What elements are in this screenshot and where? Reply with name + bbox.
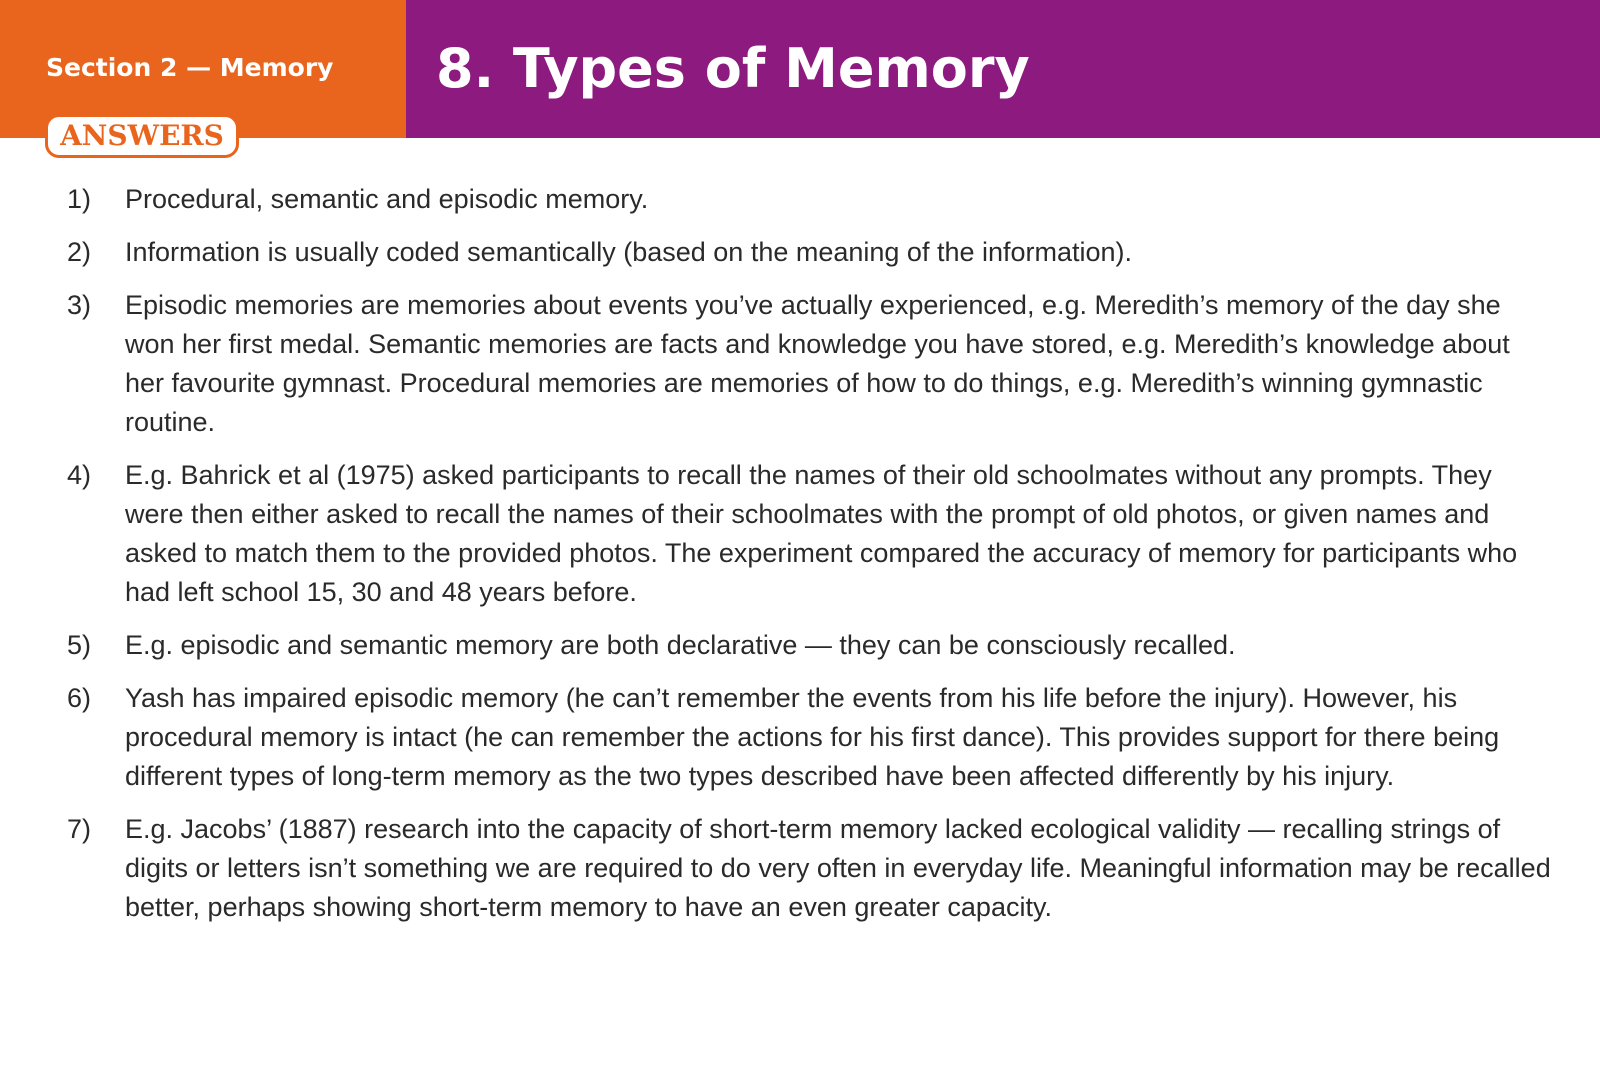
- answer-item: [0, 679, 1600, 796]
- answer-item: [0, 233, 1600, 272]
- title-banner: [406, 0, 1600, 138]
- answer-text: Episodic memories are memories about events you’ve actually experienced, e.g. Meredith’s memory of the day she won her first medal. Semantic memories are facts and knowledge you have stored, e.g. Meredith’s knowledge about her favourite gymnast. Procedural memories are memories of how to do things, e.g. Meredith’s winning gymnastic routine.: [125, 290, 1510, 437]
- answer-number: 6): [67, 683, 92, 713]
- answer-item: [0, 180, 1600, 219]
- answer-text: Yash has impaired episodic memory (he can’t remember the events from his life before the injury). However, his procedural memory is intact (he can remember the actions for his first dance). This provides support for there being different types of long-term memory as the two types described have been affected differently by his injury.: [125, 683, 1500, 791]
- answer-item: [0, 626, 1600, 665]
- answer-number: 1): [67, 184, 92, 214]
- answer-item: [0, 456, 1600, 612]
- answer-text: E.g. episodic and semantic memory are both declarative — they can be consciously recalled.: [125, 630, 1236, 660]
- answer-text: E.g. Jacobs’ (1887) research into the capacity of short-term memory lacked ecological validity — recalling strings of digits or letters isn’t something we are required to do very often in everyday life. Meaningful information may be recalled better, perhaps showing short-term memory to have an even greater capacity.: [125, 814, 1551, 922]
- answer-item: [0, 286, 1600, 442]
- answers-list: [0, 180, 1600, 941]
- answer-number: 4): [67, 460, 92, 490]
- answers-badge: ANSWERS: [45, 114, 239, 158]
- page-header: [0, 0, 1600, 138]
- answer-number: 5): [67, 630, 92, 660]
- answer-item: [0, 810, 1600, 927]
- answer-number: 7): [67, 814, 92, 844]
- answer-text: E.g. Bahrick et al (1975) asked participants to recall the names of their old schoolmates without any prompts. They were then either asked to recall the names of their schoolmates with the prompt of old photos, or given names and asked to match them to the provided photos. The experiment compared the accuracy of memory for participants who had left school 15, 30 and 48 years before.: [125, 460, 1518, 607]
- page-title: 8. Types of Memory: [436, 37, 1030, 100]
- section-label: Section 2 — Memory: [46, 53, 334, 82]
- answer-number: 2): [67, 237, 92, 267]
- answer-text: Information is usually coded semantically (based on the meaning of the information).: [125, 237, 1133, 267]
- answer-number: 3): [67, 290, 92, 320]
- answer-text: Procedural, semantic and episodic memory.: [125, 184, 649, 214]
